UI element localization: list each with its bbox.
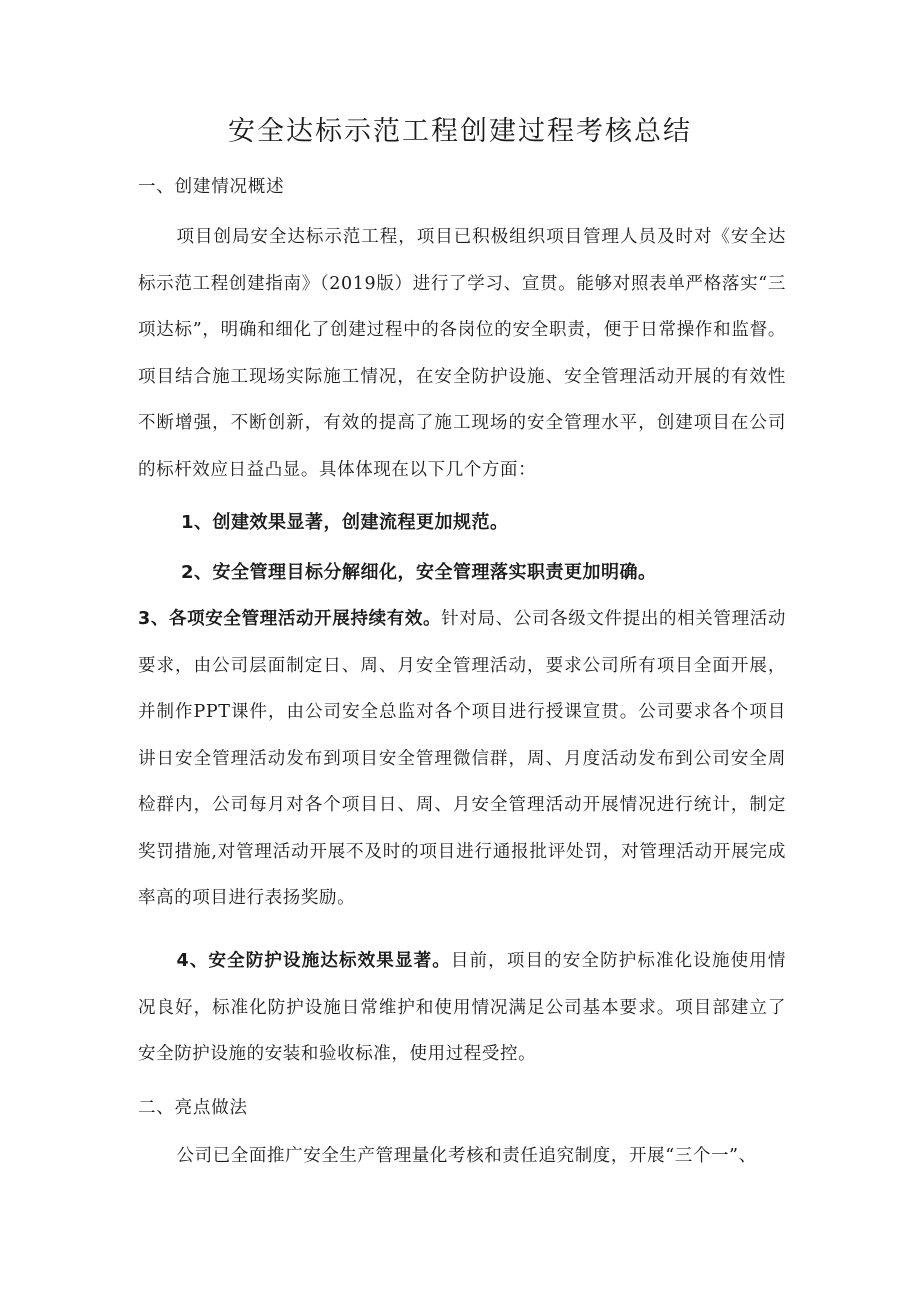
point1-heading: 1、创建效果显著，创建流程更加规范。 [181,512,509,533]
section1-heading: 一、创建情况概述 [138,177,285,197]
point4-lead: 4、安全防护设施达标效果显著。 [176,951,451,971]
point3-lead: 3、各项安全管理活动开展持续有效。 [138,609,442,629]
point2-heading: 2、安全管理目标分解细化，安全管理落实职责更加明确。 [181,562,657,583]
section2-intro-paragraph: 公司已全面推广安全生产管理量化考核和责任追究制度，开展“三个一”、 [176,1146,757,1166]
section2-heading: 二、亮点做法 [138,1098,248,1118]
section1-intro-paragraph: 项目创局安全达标示范工程，项目已积极组织项目管理人员及时对《安全达标示范工程创建指南》（2019版）进行了学习、宣贯。能够对照表单严格落实“三项达标”，明确和细化了创建过程中的各岗位的安全职责，便于日常操作和监督。项目结合施工现场实际施工情况，在安全防护设施、安全管理活动开展的有效性不断增强，不断创新，有效的提高了施工现场的安全管理水平，创建项目在公司的标杆效应日益凸显。具体体现在以下几个方面： [138,227,786,480]
document-title: 安全达标示范工程创建过程考核总结 [228,116,692,147]
point4-text: 目前，项目的安全防护标准化设施使用情况良好，标准化防护设施日常维护和使用情况满足公司基本要求。项目部建立了安全防护设施的安装和验收标准，使用过程受控。 [138,951,786,1064]
point4-paragraph [138,938,786,1078]
point3-paragraph [138,596,786,922]
point3-text: 针对局、公司各级文件提出的相关管理活动要求，由公司层面制定日、周、月安全管理活动，要求公司所有项目全面开展，并制作PPT课件，由公司安全总监对各个项目进行授课宣贯。公司要求各个项目讲日安全管理活动发布到项目安全管理微信群，周、月度活动发布到公司安全周检群内，公司每月对各个项目日、周、月安全管理活动开展情况进行统计，制定奖罚措施,对管理活动开展不及时的项目进行通报批评处罚，对管理活动开展完成率高的项目进行表扬奖励。 [138,609,786,908]
